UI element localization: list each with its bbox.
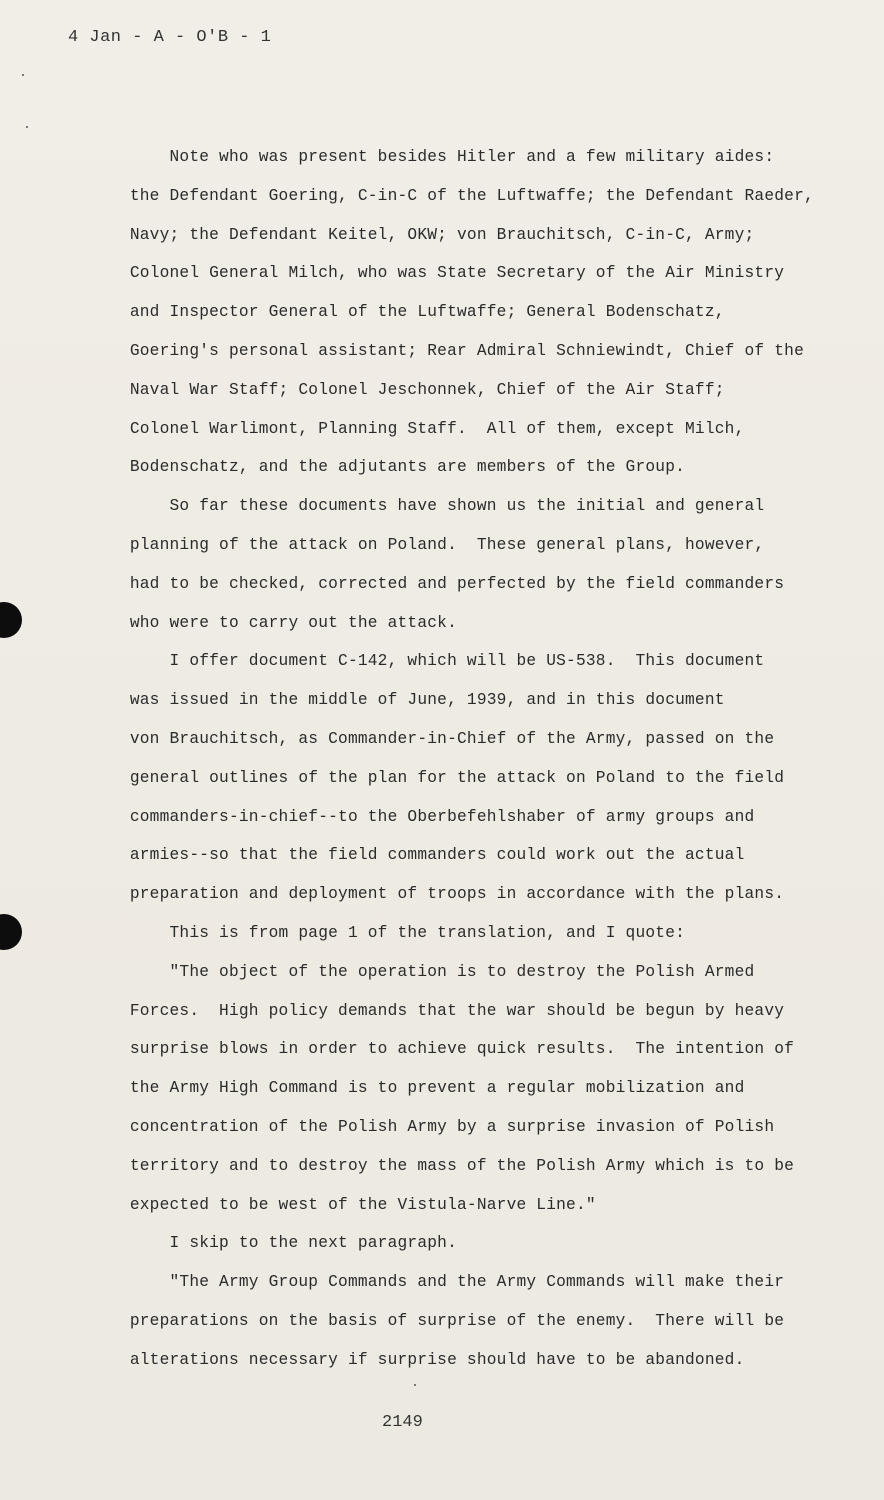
punch-hole-upper (0, 602, 22, 638)
text-line: who were to carry out the attack. (110, 613, 457, 632)
text-line: So far these documents have shown us the initial and general (110, 497, 765, 516)
text-line: preparation and deployment of troops in accordance with the plans. (110, 885, 785, 904)
text-line: "The object of the operation is to destroy the Polish Armed (110, 962, 755, 981)
text-line: This is from page 1 of the translation, and I quote: (110, 923, 686, 942)
text-line: Bodenschatz, and the adjutants are members of the Group. (110, 458, 686, 477)
text-line: I skip to the next paragraph. (110, 1234, 457, 1253)
text-line: the Defendant Goering, C-in-C of the Luftwaffe; the Defendant Raeder, (110, 186, 814, 205)
text-line: concentration of the Polish Army by a surprise invasion of Polish (110, 1117, 775, 1136)
paper-speck (26, 126, 28, 128)
text-line: Goering's personal assistant; Rear Admiral Schniewindt, Chief of the (110, 341, 804, 360)
text-line: alterations necessary if surprise should have to be abandoned. (110, 1350, 745, 1369)
document-body (110, 138, 814, 1380)
page-number: 2149 (382, 1413, 423, 1432)
text-line: surprise blows in order to achieve quick results. The intention of (110, 1040, 795, 1059)
text-line: planning of the attack on Poland. These general plans, however, (110, 535, 765, 554)
text-line: Colonel Warlimont, Planning Staff. All of them, except Milch, (110, 419, 745, 438)
text-line: Navy; the Defendant Keitel, OKW; von Brauchitsch, C-in-C, Army; (110, 225, 755, 244)
text-line: Note who was present besides Hitler and a few military aides: (110, 148, 775, 166)
text-line: armies--so that the field commanders could work out the actual (110, 846, 745, 865)
punch-hole-lower (0, 914, 22, 950)
text-line: I offer document C-142, which will be US-538. This document (110, 652, 765, 671)
text-line: Colonel General Milch, who was State Secretary of the Air Ministry (110, 264, 785, 283)
paper-speck (22, 74, 24, 76)
text-line: "The Army Group Commands and the Army Commands will make their (110, 1273, 785, 1292)
text-line: was issued in the middle of June, 1939, and in this document (110, 691, 725, 710)
text-line: expected to be west of the Vistula-Narve Line." (110, 1195, 596, 1214)
text-line: had to be checked, corrected and perfected by the field commanders (110, 574, 785, 593)
document-reference-header: 4 Jan - A - O'B - 1 (68, 28, 272, 47)
text-line: Naval War Staff; Colonel Jeschonnek, Chief of the Air Staff; (110, 380, 725, 399)
text-line: Forces. High policy demands that the war should be begun by heavy (110, 1001, 785, 1020)
paper-speck (414, 1384, 416, 1386)
text-line: general outlines of the plan for the attack on Poland to the field (110, 768, 785, 787)
text-line: preparations on the basis of surprise of the enemy. There will be (110, 1311, 785, 1330)
text-line: commanders-in-chief--to the Oberbefehlshaber of army groups and (110, 807, 755, 826)
text-line: von Brauchitsch, as Commander-in-Chief of the Army, passed on the (110, 729, 775, 748)
text-line: territory and to destroy the mass of the Polish Army which is to be (110, 1156, 795, 1175)
text-line: the Army High Command is to prevent a regular mobilization and (110, 1079, 745, 1098)
text-line: and Inspector General of the Luftwaffe; General Bodenschatz, (110, 303, 725, 322)
